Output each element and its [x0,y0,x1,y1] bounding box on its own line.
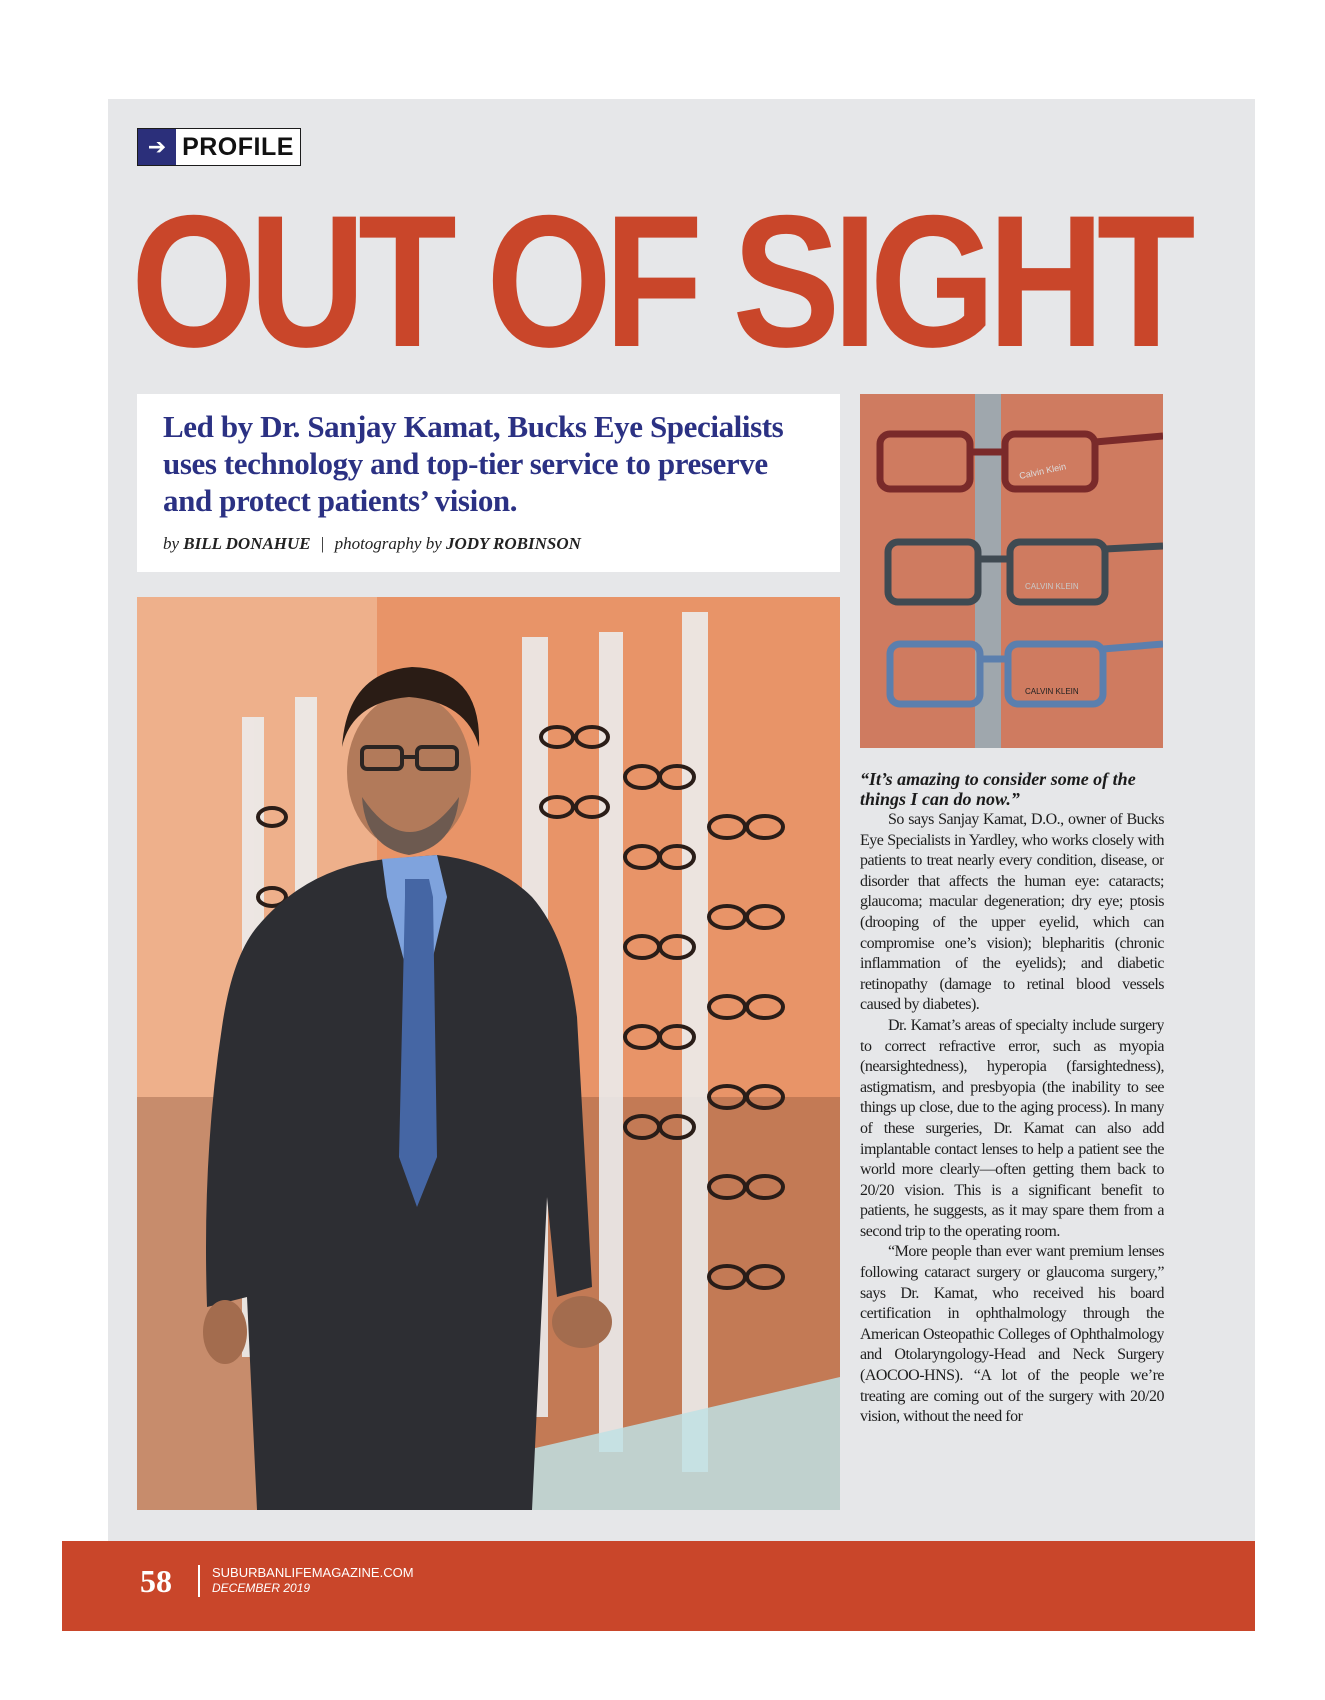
body-paragraph: “More people than ever want premium lenses following cataract surgery or glaucoma surgery,” says Dr. Kamat, who received his board certification in ophthalmology through the American Osteopathic Colleges of Ophthalmology and Otolaryngology-Head and Neck Surgery (AOCOO-HNS). “A lot of the people we’re treating are coming out of the surgery with 20/20 vision, without the need for [860,1243,1164,1426]
deck: Led by Dr. Sanjay Kamat, Bucks Eye Specialists uses technology and top-tier service to preserve and protect patients’ vision. [163,409,784,518]
byline-separator: | [320,534,325,553]
deck-box [137,394,840,572]
body-paragraph: So says Sanjay Kamat, D.O., owner of Bucks Eye Specialists in Yardley, who works closely with patients to treat nearly every condition, disease, or disorder that affects the human eye: cataracts; glaucoma; macular degeneration; dry eye; ptosis (drooping of the upper eyelid, which can compromise one’s vision); blepharitis (chronic inflammation of the eyelids); and diabetic retinopathy (damage to retinal blood vessels caused by diabetes). [860,811,1164,1014]
frame-label-3: CALVIN KLEIN [1025,687,1079,696]
footer-site[interactable]: SUBURBANLIFEMAGAZINE.COM [212,1565,414,1580]
section-label: PROFILE [182,132,294,161]
byline [163,534,823,554]
byline-photographer: JODY ROBINSON [446,534,581,553]
byline-author: BILL DONAHUE [183,534,311,553]
frames-illustration [860,394,1163,748]
footer-date: DECEMBER 2019 [212,1581,311,1595]
portrait-illustration [137,597,840,1510]
section-tag [137,128,301,166]
page-number: 58 [140,1563,172,1599]
pull-quote: “It’s amazing to consider some of the things I can do now.” [860,769,1136,809]
portrait-photo [137,597,840,1510]
body-paragraph: Dr. Kamat’s areas of specialty include surgery to correct refractive error, such as myopia (nearsightedness), hyperopia (farsightedness), astigmatism, and presbyopia (the inability to see things up close, due to the aging process). In many of these surgeries, Dr. Kamat can also add implantable contact lenses to help a patient see the world more clearly—often getting them back to 20/20 vision. This is a significant benefit to patients, he suggests, as it may spare them from a second trip to the operating room. [860,1016,1164,1240]
byline-by: by [163,534,180,553]
article-body [860,810,1164,1516]
frames-photo [860,394,1163,748]
frame-label-1: Calvin Klein [1018,461,1067,481]
byline-photo-prefix: photography by [334,534,442,553]
frame-label-2: CALVIN KLEIN [1025,582,1079,591]
page-footer [62,1541,1255,1631]
headline: OUT OF SIGHT [131,176,1188,386]
footer-divider [198,1565,200,1597]
arrow-right-icon: ➔ [138,129,176,165]
